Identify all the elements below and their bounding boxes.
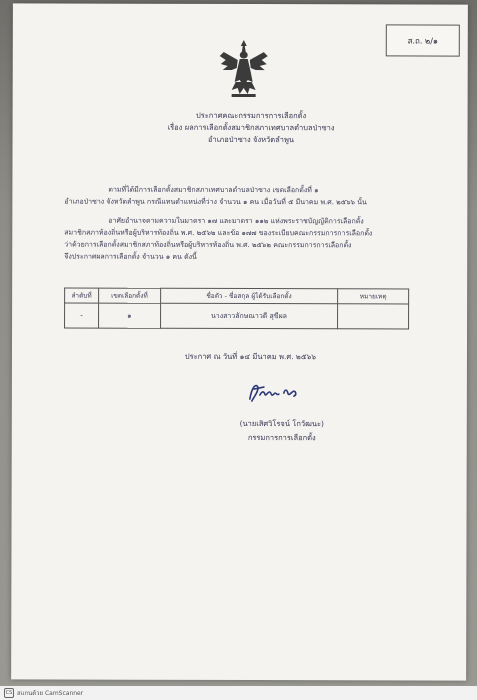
cell-elected-name: นางสาวลักษณาวดี สุขีผล — [160, 303, 337, 328]
handwritten-signature — [244, 379, 302, 405]
paragraph-2-line-1: อาศัยอำนาจตามความในมาตรา ๑๗ และมาตรา ๑๑๒ แห่งพระราชบัญญัติการเลือกตั้ง — [108, 216, 364, 226]
paragraph-2 — [64, 215, 399, 264]
signer-name: (นายเสิศวิโรจน์ โกวัฒนะ) — [239, 419, 324, 429]
document-page — [11, 3, 468, 680]
header-constituency: เขตเลือกตั้งที่ — [99, 288, 161, 303]
form-code-box — [386, 24, 460, 56]
camscanner-logo-icon: CS — [5, 690, 13, 696]
header-elected-name: ชื่อตัว - ชื่อสกุล ผู้ได้รับเลือกตั้ง — [160, 288, 337, 303]
announcement-title: ประกาศคณะกรรมการการเลือกตั้ง — [195, 110, 307, 121]
cell-constituency: ๑ — [98, 303, 160, 328]
header-order: ลำดับที่ — [65, 288, 99, 303]
announcement-subject: เรื่อง ผลการเลือกตั้งสมาชิกสภาเทศบาลตำบลป่าซาง — [167, 122, 335, 133]
announced-date: ประกาศ ณ วันที่ ๑๔ มีนาคม พ.ศ. ๒๕๖๖ — [184, 351, 317, 362]
paragraph-2-line-2: สมาชิกสภาท้องถิ่นหรือผู้บริหารท้องถิ่น พ.ศ. ๒๕๖๒ และข้อ ๑๗๗ ของระเบียบคณะกรรมการการเลือกตั้ง — [64, 228, 373, 238]
results-table — [64, 288, 409, 330]
scanner-footer — [0, 686, 477, 700]
header-remarks: หมายเหตุ — [338, 289, 409, 304]
paragraph-2-line-3: ว่าด้วยการเลือกตั้งสมาชิกสภาท้องถิ่นหรือผู้บริหารท้องถิ่น พ.ศ. ๒๕๖๒ คณะกรรมการการเลือกตั้ง — [64, 240, 352, 250]
paragraph-1-line-2: อำเภอป่าซาง จังหวัดลำพูน กรณีแทนตำแหน่งที่ว่าง จำนวน ๑ คน เมื่อวันที่ ๕ มีนาคม พ.ศ. ๒๕๖๖ นั้น — [64, 197, 367, 207]
paragraph-1 — [64, 184, 399, 209]
signer-position: กรรมการการเลือกตั้ง — [247, 433, 316, 443]
announcement-location: อำเภอป่าซาง จังหวัดลำพูน — [208, 134, 295, 145]
paragraph-1-line-1: ตามที่ได้มีการเลือกตั้งสมาชิกสภาเทศบาลตำบลป่าซาง เขตเลือกตั้งที่ ๑ — [108, 185, 319, 195]
scanner-footer-text: สแกนด้วย CamScanner — [17, 690, 84, 697]
cell-order: - — [65, 303, 99, 328]
paragraph-2-line-4: จึงประกาศผลการเลือกตั้ง จำนวน ๑ คน ดังนี้ — [64, 252, 197, 261]
form-code: ส.ถ. ๒/๑ — [407, 35, 439, 46]
table-header-row — [65, 288, 409, 304]
table-row — [65, 303, 409, 329]
garuda-emblem — [218, 38, 270, 102]
cell-remarks — [338, 304, 409, 329]
